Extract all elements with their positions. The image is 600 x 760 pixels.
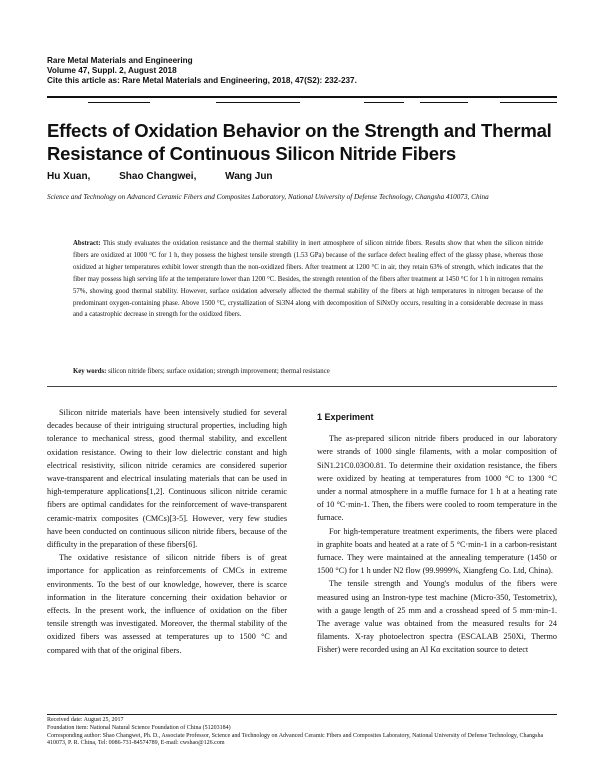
body-left-column xyxy=(47,406,287,657)
intro-paragraph-2: The oxidative resistance of silicon nitride fibers is of great importance for application as reinforcements of CMCs in extreme environments. To the best of our knowledge, however, there is scarce information in the literature concerning their oxidation behavior or effects. In the present work, the influence of oxidation on the fiber tensile strength was investigated. Moreover, the thermal stability of the oxidized fibers was assessed at temperatures up to 1500 °C and compared with that of the original fibers. xyxy=(47,553,287,655)
received-date: Received date: August 25, 2017 xyxy=(47,717,124,723)
affiliation: Science and Technology on Advanced Ceramic Fibers and Composites Laboratory, National University of Defense Technology, Changsha 410073, China xyxy=(47,193,489,201)
header-rule-segment-4 xyxy=(420,102,468,103)
journal-name: Rare Metal Materials and Engineering xyxy=(47,56,193,65)
header-rule-segment-3 xyxy=(364,102,404,103)
section-heading-experiment: 1 Experiment xyxy=(317,412,374,422)
abstract xyxy=(73,238,543,321)
footnote-rule xyxy=(47,714,557,715)
author-2: Shao Changwei, xyxy=(119,171,197,182)
keywords-text: silicon nitride fibers; surface oxidation; strength improvement; thermal resistance xyxy=(108,368,330,375)
keywords xyxy=(73,367,543,377)
experiment-paragraph-2: For high-temperature treatment experiments, the fibers were placed in graphite boats and heated at a rate of 5 °C·min-1 in a carbon-resistant furnace. They were maintained at the annealing temperature (1450 or 1500 °C) for 1 h under N2 flow (99.9999%, Xiangfeng Co. Ltd, China). xyxy=(317,526,557,576)
abstract-label: Abstract: xyxy=(73,240,101,247)
keywords-label: Key words: xyxy=(73,368,107,375)
experiment-paragraph-3: The tensile strength and Young's modulus of the fibers were measured using an Instron-type test machine (Micro-350, Testometrix), with a gauge length of 25 mm and a crosshead speed of 5 mm·min-1. The average value was obtained from the measured results for 24 filaments. X-ray photoelectron spectra (ESCALAB 250Xi, Thermo Fisher) were recorded using an Al Kα excitation source to detect xyxy=(317,579,557,655)
foundation-item: Foundation item: National Natural Science Foundation of China (51203184) xyxy=(47,724,231,731)
journal-volume: Volume 47, Suppl. 2, August 2018 xyxy=(47,66,177,75)
abstract-text: This study evaluates the oxidation resistance and the thermal stability in inert atmosphere of silicon nitride fibers. Results show that when the silicon nitride fibers are oxidized at 1000 °C for 1 h, they possess the highest tensile strength (1.53 GPa) because of the surface defect healing effect of the glassy phase, whereas those oxidized at higher temperatures exhibit lower strength than the non-oxidized fibers. After treatment at 1200 °C in air, they retain 63% of strength, which indicates that the fiber may possess high serving life at the temperature lower than 1200 °C. Besides, the strength retention of the fibers after treatment at 1450 °C for 1 h in nitrogen remains 57%, showing good thermal stability. However, surface oxidation adversely affected the thermal stability of the fibers at high temperatures in nitrogen because of the predominant oxygen-containing phase. Above 1500 °C, crystallization of Si3N4 along with decomposition of SiNxOy occurs, resulting in a considerable decrease in mass and a catastrophic decrease in strength for the oxidized fibers. xyxy=(73,240,543,319)
body-right-column xyxy=(317,411,557,657)
citation-line: Cite this article as: Rare Metal Materials and Engineering, 2018, 47(S2): 232-237. xyxy=(47,76,357,85)
keywords-divider xyxy=(47,386,557,387)
article-title: Effects of Oxidation Behavior on the Strength and Thermal Resistance of Continuous Silicon Nitride Fibers xyxy=(47,120,552,164)
header-rule-segment-5 xyxy=(500,102,557,103)
footnotes xyxy=(47,717,557,748)
experiment-paragraph-1: The as-prepared silicon nitride fibers produced in our laboratory were strands of 1000 single filaments, with a molar composition of SiN1.21C0.03O0.81. To determine their oxidation resistance, the fibers were oxidized by heating at temperatures from 1000 °C to 1300 °C under a normal atmosphere in a muffle furnace for 1 h at a heating rate of 10 °C·min-1. Then, the fibers were cooled to room temperature in the furnace. xyxy=(317,434,557,523)
header-rule-segment-1 xyxy=(88,102,150,103)
author-1: Hu Xuan, xyxy=(47,171,91,182)
author-list xyxy=(47,171,299,182)
header-rule-thick xyxy=(47,96,557,98)
header-rule-segment-2 xyxy=(216,102,300,103)
intro-paragraph-1: Silicon nitride materials have been intensively studied for several decades because of their intriguing structural properties, including high tolerance to mechanical stress, good thermal stability, and excellent oxidation resistance. Owing to their low dielectric constant and high electrical resistivity, silicon nitride ceramics are considered superior wave-transparent and electrical insulating materials that can be used in high-temperature applications[1,2]. Continuous silicon nitride ceramic fibers are optimal candidates for the reinforcement of wave-transparent ceramic-matrix composites (CMCs)[3-5]. However, very few studies have been conducted on continuous silicon nitride fibers, because of the difficulty in the preparation of these fibers[6]. xyxy=(47,408,287,550)
corresponding-author: Corresponding author: Shao Changwei, Ph. D., Associate Professor, Science and Technology on Advanced Ceramic Fibers and Composites Laboratory, National University of Defense Technology, Changsha 410073, P. R. China, Tel: 0086-731-84574789, E-mail: cwshao@126.com xyxy=(47,732,544,747)
author-3: Wang Jun xyxy=(225,171,273,182)
